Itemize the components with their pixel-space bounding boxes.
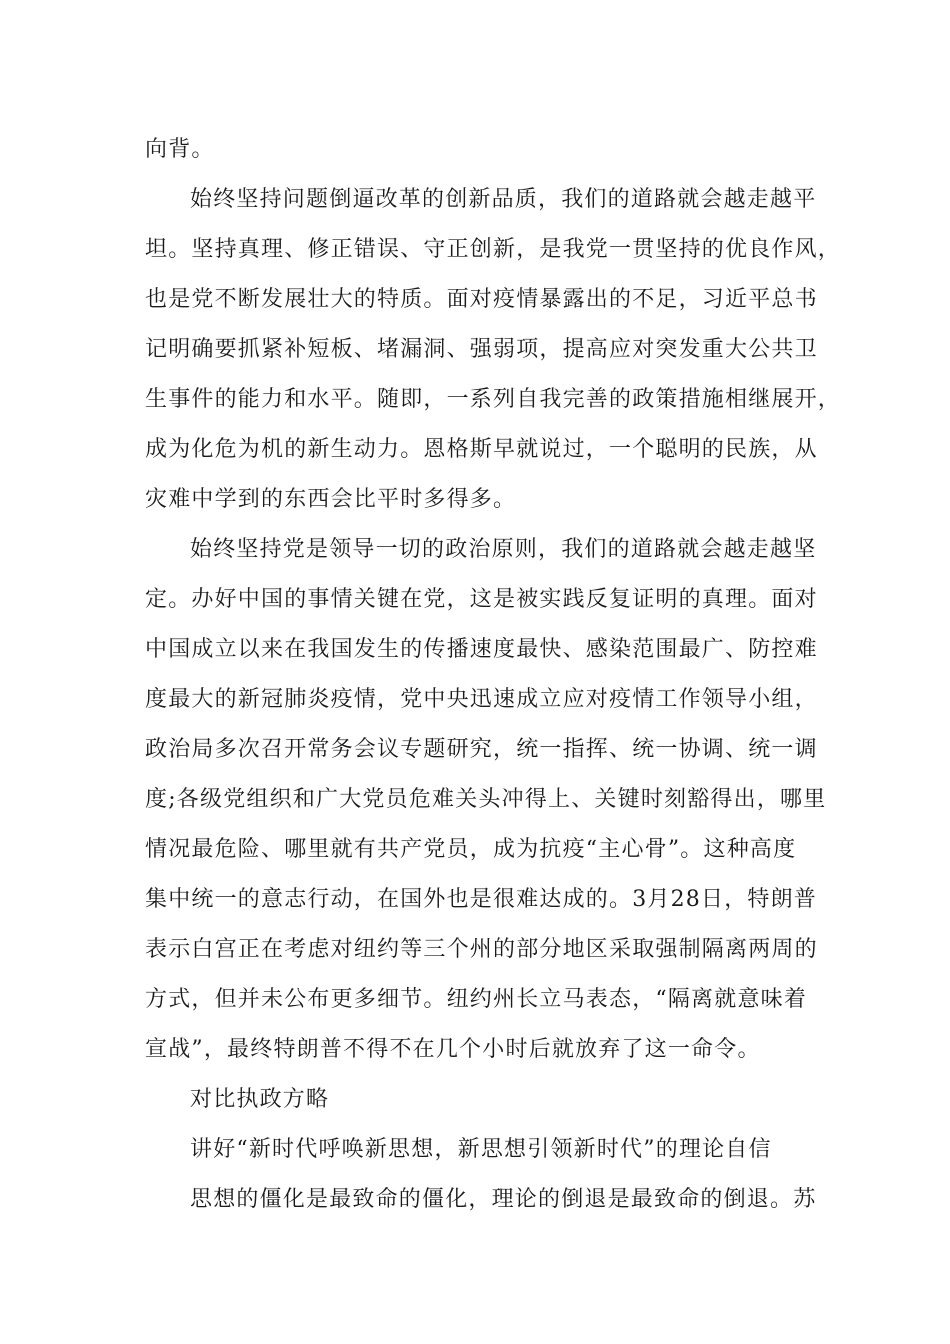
paragraph-line: 政治局多次召开常务会议专题研究，统一指挥、统一协调、统一调 bbox=[145, 737, 818, 762]
paragraph-line: 向背。 bbox=[145, 137, 215, 162]
paragraph-line: 方式，但并未公布更多细节。纽约州长立马表态，“隔离就意味着 bbox=[145, 987, 808, 1012]
paragraph-line: 中国成立以来在我国发生的传播速度最快、感染范围最广、防控难 bbox=[145, 637, 818, 662]
paragraph-line: 生事件的能力和水平。随即，一系列自我完善的政策措施相继展开， bbox=[145, 387, 842, 412]
paragraph-line: 也是党不断发展壮大的特质。面对疫情暴露出的不足，习近平总书 bbox=[145, 287, 818, 312]
paragraph-line: 始终坚持问题倒逼改革的创新品质，我们的道路就会越走越平 bbox=[190, 187, 817, 212]
paragraph-line: 宣战”，最终特朗普不得不在几个小时后就放弃了这一命令。 bbox=[145, 1037, 761, 1062]
paragraph-line: 灾难中学到的东西会比平时多得多。 bbox=[145, 487, 517, 512]
paragraph-line: 情况最危险、哪里就有共产党员，成为抗疫“主心骨”。这种高度 bbox=[145, 837, 797, 862]
paragraph-line: 坦。坚持真理、修正错误、守正创新，是我党一贯坚持的优良作风， bbox=[145, 237, 842, 262]
paragraph-line: 表示白宫正在考虑对纽约等三个州的部分地区采取强制隔离两周的 bbox=[145, 937, 818, 962]
paragraph-line: 思想的僵化是最致命的僵化，理论的倒退是最致命的倒退。苏 bbox=[190, 1187, 817, 1212]
section-subheading: 讲好“新时代呼唤新思想，新思想引领新时代”的理论自信 bbox=[190, 1137, 772, 1162]
paragraph-line: 度最大的新冠肺炎疫情，党中央迅速成立应对疫情工作领导小组， bbox=[145, 687, 818, 712]
paragraph-line: 集中统一的意志行动，在国外也是很难达成的。3月28日，特朗普 bbox=[145, 887, 817, 912]
paragraph-line: 记明确要抓紧补短板、堵漏洞、强弱项，提高应对突发重大公共卫 bbox=[145, 337, 818, 362]
paragraph-line: 始终坚持党是领导一切的政治原则，我们的道路就会越走越坚 bbox=[190, 537, 817, 562]
paragraph-line: 成为化危为机的新生动力。恩格斯早就说过，一个聪明的民族，从 bbox=[145, 437, 818, 462]
section-heading: 对比执政方略 bbox=[190, 1087, 330, 1112]
paragraph-line: 定。办好中国的事情关键在党，这是被实践反复证明的真理。面对 bbox=[145, 587, 818, 612]
paragraph-line: 度;各级党组织和广大党员危难关头冲得上、关键时刻豁得出，哪里 bbox=[145, 787, 827, 812]
